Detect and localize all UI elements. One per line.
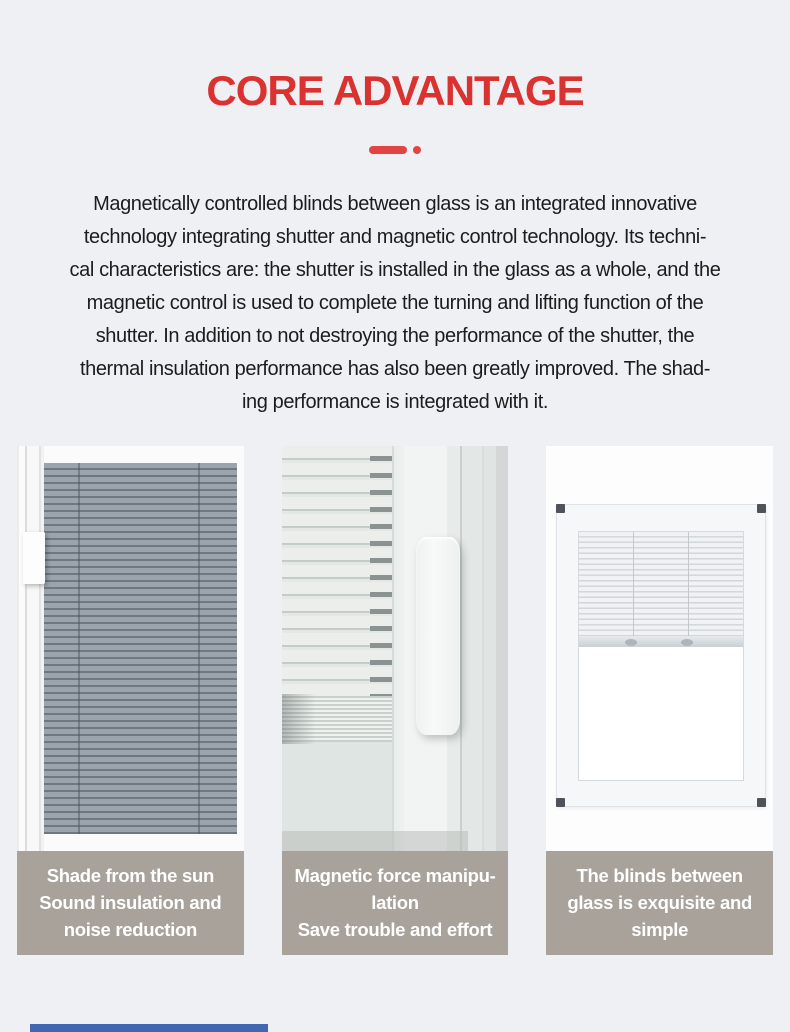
feature-exquisite [546,446,773,955]
stack-shadow [282,694,316,744]
magnetic-control-handle [416,537,460,735]
magnet-slider-handle [23,532,45,584]
feature-shade [17,446,244,955]
intro-paragraph [0,188,790,419]
section-title: CORE ADVANTAGE [206,67,584,114]
feature-magnetic [282,446,509,955]
caption-magnetic [282,851,509,955]
divider-dot [413,146,421,154]
frame-corner [757,504,766,513]
bottom-accent-bar [30,1024,268,1032]
caption-exquisite [546,851,773,955]
caption-line: simple [631,919,689,940]
photo-magnetic-handle [282,446,509,851]
caption-line: Magnetic force manipu- [294,865,496,886]
photo-white-blinds-frame [546,446,773,851]
title-divider [0,146,790,154]
blind-cord [633,532,634,647]
caption-line: lation [371,892,419,913]
glass-opening [578,531,744,781]
caption-line: noise reduction [63,919,197,940]
intro-line: ing performance is integrated with it. [241,391,549,413]
white-blinds-half-lowered [579,532,743,636]
caption-line: Shade from the sun [46,865,214,886]
intro-line: shutter. In addition to not destroying the performance of the shutter, the [95,325,695,347]
feature-row [0,446,790,955]
intro-line: technology integrating shutter and magnetic control technology. Its techni- [83,226,707,248]
caption-line: The blinds between [576,865,743,886]
intro-line: cal characteristics are: the shutter is installed in the glass as a whole, and the [69,259,721,281]
caption-line: Save trouble and effort [297,919,493,940]
blind-bottom-rail [579,636,743,647]
white-window-frame [556,504,766,807]
rail-knob [681,639,693,646]
frame-right-edge [462,446,509,851]
frame-corner [556,504,565,513]
intro-line: magnetic control is used to complete the turning and lifting function of the [86,292,704,314]
caption-line: glass is exquisite and [567,892,752,913]
caption-line: Sound insulation and [39,892,222,913]
window-frame-left [17,446,44,851]
divider-dash [369,146,407,154]
caption-shade [17,851,244,955]
blind-slat-ends [370,446,392,696]
blind-cord [78,463,80,834]
blind-cord [688,532,689,647]
intro-line: thermal insulation performance has also been greatly improved. The shad- [79,358,711,380]
frame-corner [556,798,565,807]
sill-shadow [282,831,469,851]
intro-line: Magnetically controlled blinds between glass is an integrated innovative [93,193,697,215]
frame-corner [757,798,766,807]
blind-cord [198,463,200,834]
photo-gray-blinds-window [17,446,244,851]
gray-blinds [44,463,237,834]
